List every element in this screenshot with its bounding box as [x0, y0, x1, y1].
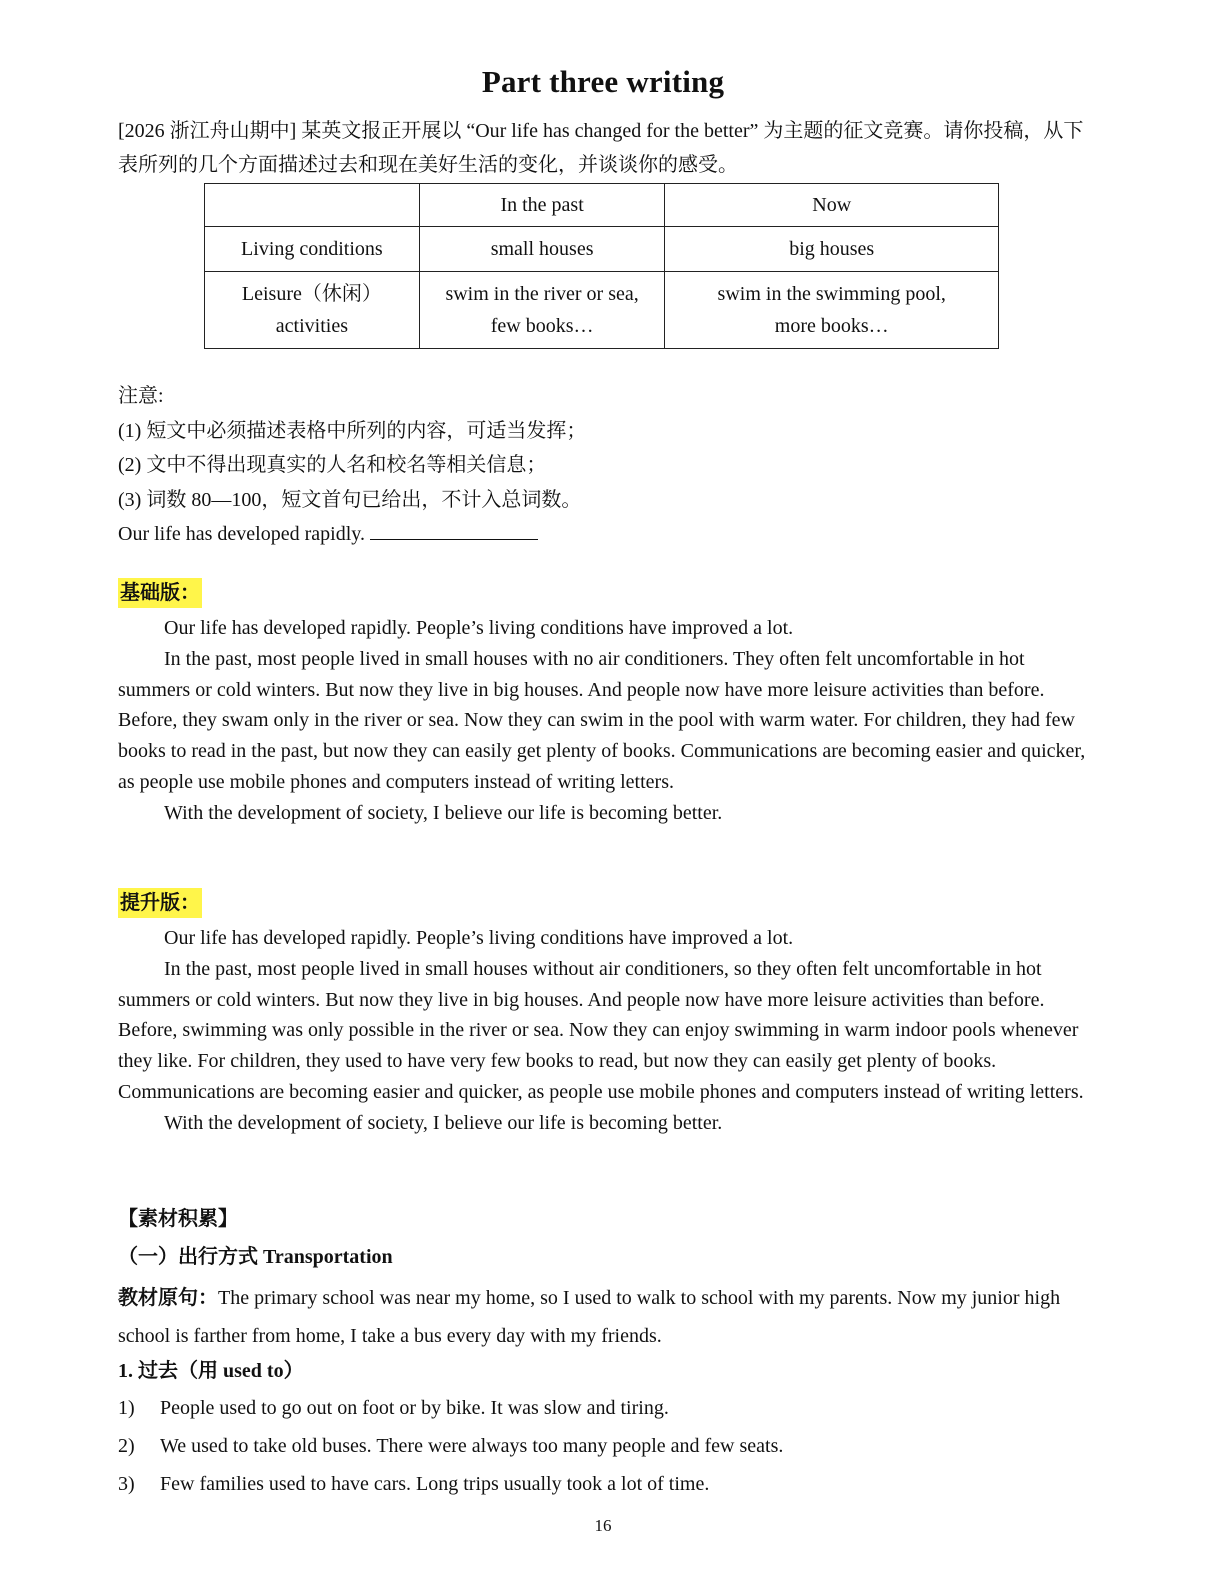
table-header-cell: [205, 184, 420, 227]
list-number: 1): [118, 1397, 135, 1419]
answer-blank: [370, 521, 538, 540]
table-header-cell: Now: [665, 184, 999, 227]
start-sentence-line: [118, 517, 586, 552]
textbook-sentence-text: The primary school was near my home, so I used to walk to school with my parents. Now my junior high school is farther from home, I take a bus every day with my friends.: [118, 1287, 1061, 1347]
basic-version-label: 基础版：: [118, 578, 202, 608]
table-cell: small houses: [419, 227, 665, 272]
essay-paragraph: Our life has developed rapidly. People’s living conditions have improved a lot.: [164, 617, 794, 639]
list-item: [118, 1469, 709, 1499]
table-row: [205, 227, 999, 272]
cell-line: Leisure（休闲）: [241, 283, 382, 305]
cell-line: swim in the river or sea,: [445, 283, 639, 305]
table-row: [205, 272, 999, 349]
textbook-sentence: [118, 1279, 1093, 1355]
table-cell: [665, 272, 999, 349]
cell-line: few books…: [490, 315, 594, 337]
list-text: We used to take old buses. There were always too many people and few seats.: [160, 1435, 784, 1457]
table-cell: Living conditions: [205, 227, 420, 272]
cell-line: activities: [275, 315, 348, 337]
note-item: (3) 词数 80—100，短文首句已给出，不计入总词数。: [118, 488, 582, 511]
table-cell: [205, 272, 420, 349]
start-sentence: Our life has developed rapidly.: [118, 523, 365, 545]
cell-line: swim in the swimming pool,: [717, 283, 946, 305]
list-text: People used to go out on foot or by bike. It was slow and tiring.: [160, 1397, 669, 1419]
page-title: Part three writing: [481, 64, 725, 99]
cell-line: more books…: [774, 315, 889, 337]
task-prompt: [2026 浙江舟山期中] 某英文报正开展以 “Our life has changed for the better” 为主题的征文竞赛。请你投稿，从下表所列的几个方面描述过去和现在美好生活的变化，并谈谈你的感受。: [118, 120, 1084, 176]
essay-paragraph: Our life has developed rapidly. People’s living conditions have improved a lot.: [164, 927, 794, 949]
list-item: [118, 1431, 783, 1461]
notes-section: [118, 379, 586, 552]
advanced-version-label: 提升版：: [118, 888, 202, 918]
basic-essay: [118, 613, 1093, 829]
list-number: 2): [118, 1435, 135, 1457]
advanced-essay: [118, 923, 1093, 1139]
list-text: Few families used to have cars. Long trips usually took a lot of time.: [160, 1473, 710, 1495]
note-item: (1) 短文中必须描述表格中所列的内容，可适当发挥；: [118, 419, 587, 442]
table-cell: big houses: [665, 227, 999, 272]
list-number: 3): [118, 1473, 135, 1495]
essay-paragraph: With the development of society, I believe our life is becoming better.: [164, 801, 723, 824]
textbook-sentence-label: 教材原句：: [118, 1287, 218, 1309]
list-item: [118, 1393, 669, 1423]
materials-heading: 【素材积累】: [118, 1208, 238, 1230]
essay-paragraph: In the past, most people lived in small houses without air conditioners, so they often felt uncomfortable in hot summers or cold winters. But now they live in big houses. And people now have more leisure activities than before. Before, swimming was only possible in the river or sea. Now they can enjoy swimming in warm indoor pools whenever they like. For children, they used to have very few books to read, but now they can easily get plenty of books. Communications are becoming easier and quicker, as people use mobile phones and computers instead of writing letters.: [118, 957, 1084, 1103]
essay-paragraph: With the development of society, I believe our life is becoming better.: [164, 1111, 723, 1134]
comparison-table: [204, 183, 999, 349]
point-heading: 1. 过去（用 used to）: [118, 1360, 304, 1382]
table-header-row: [205, 184, 999, 227]
table-cell: [419, 272, 665, 349]
table-header-cell: In the past: [419, 184, 665, 227]
essay-paragraph: In the past, most people lived in small houses with no air conditioners. They often felt uncomfortable in hot summers or cold winters. But now they live in big houses. And people now have more leisure activities than before. Before, they swam only in the river or sea. Now they can swim in the pool with warm water. For children, they had few books to read in the past, but now they can easily get plenty of books. Communications are becoming easier and quicker, as people use mobile phones and computers instead of writing letters.: [118, 647, 1086, 793]
notes-heading: 注意:: [118, 385, 164, 407]
section-heading: （一）出行方式 Transportation: [118, 1246, 393, 1268]
note-item: (2) 文中不得出现真实的人名和校名等相关信息；: [118, 454, 547, 476]
page-number: 16: [594, 1516, 612, 1535]
